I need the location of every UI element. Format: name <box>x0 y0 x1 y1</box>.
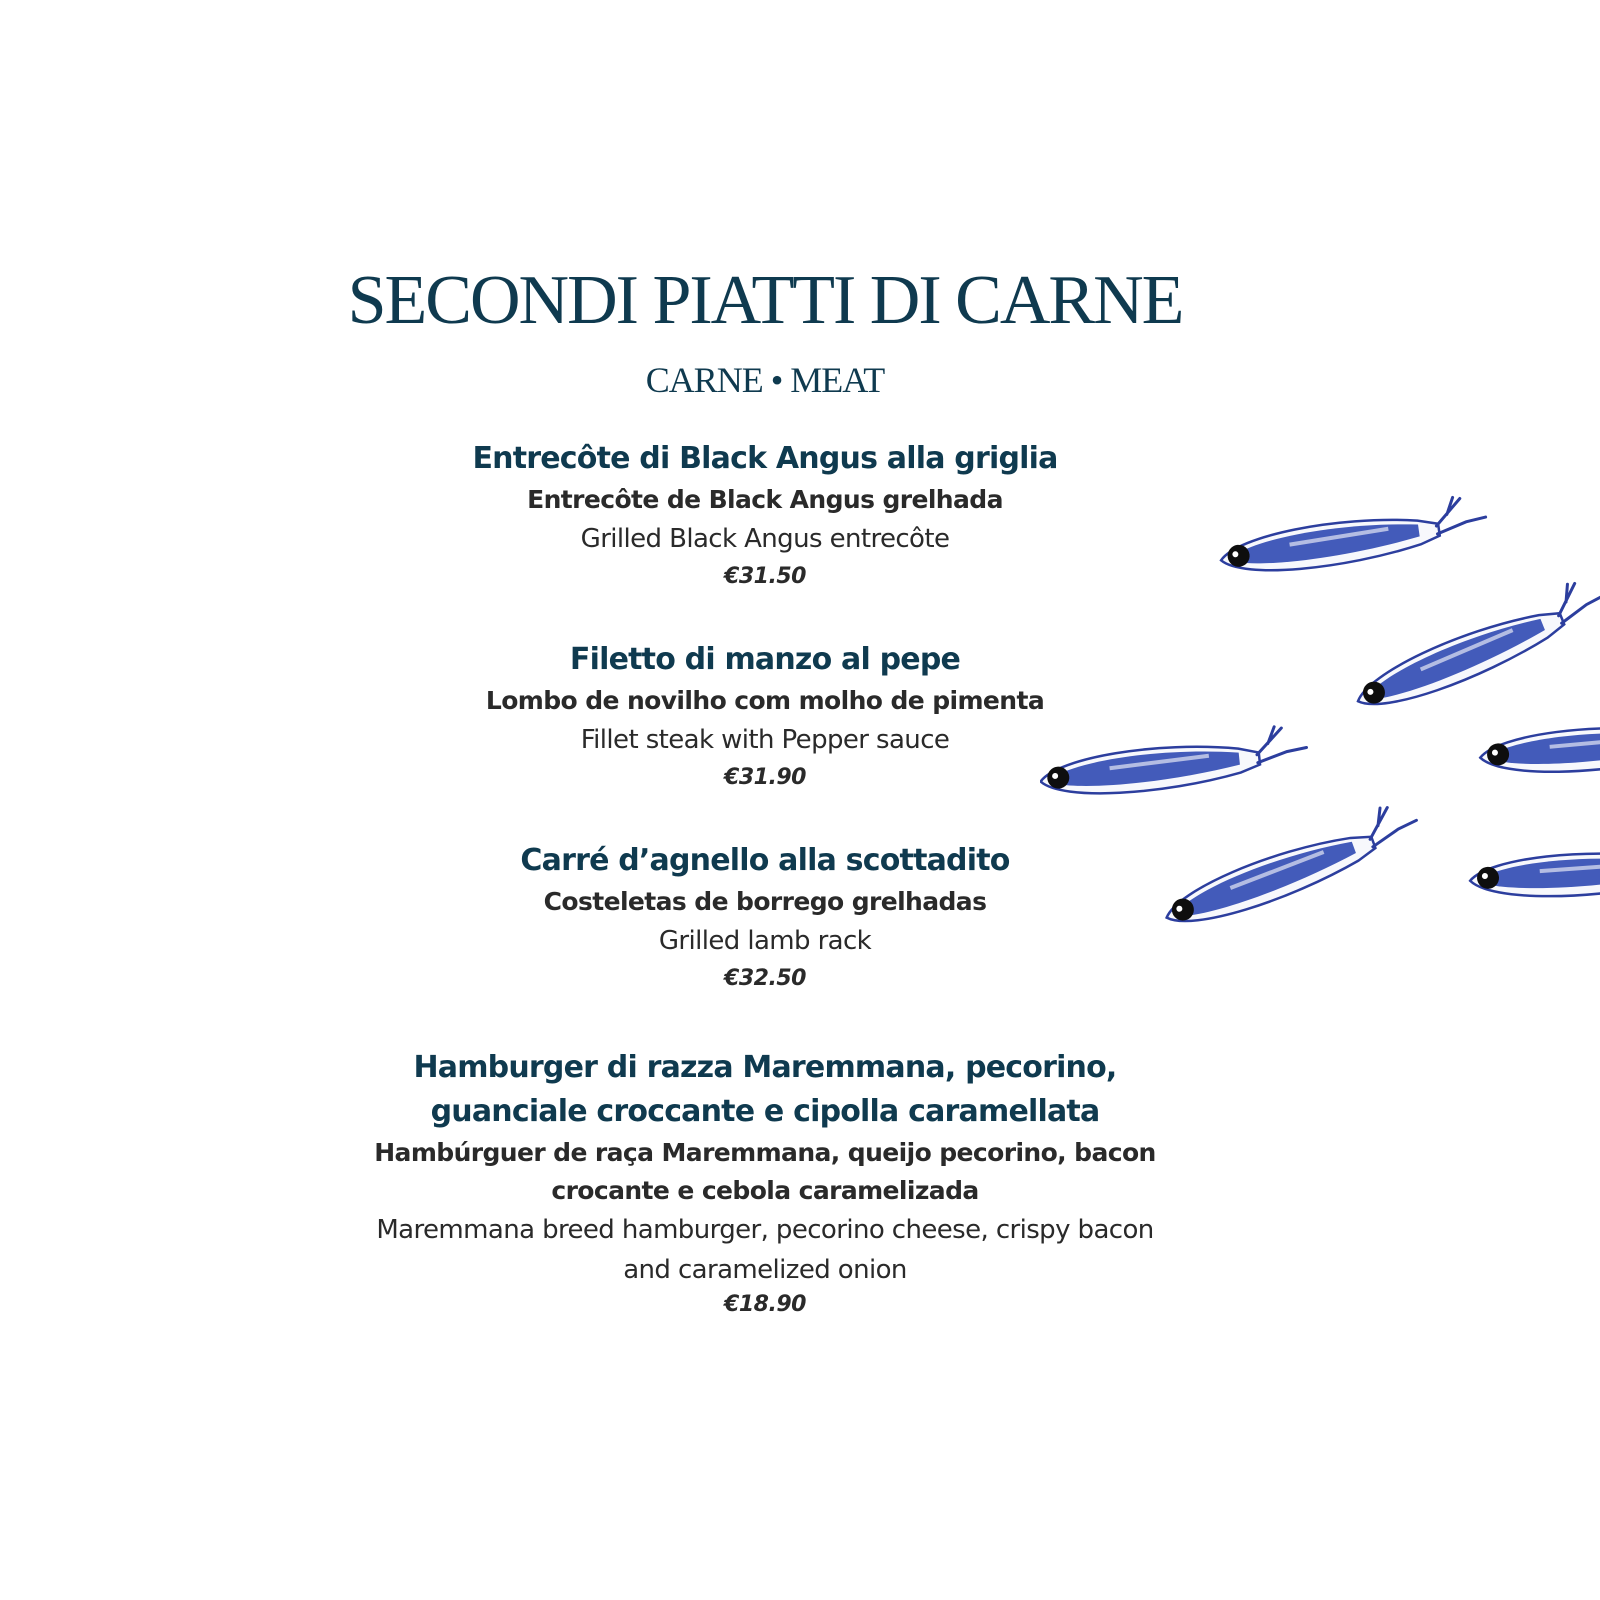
fish-icon <box>1469 837 1600 901</box>
dish-hamburger <box>0 1046 1530 1320</box>
dish-name-portuguese-line2: crocante e cebola caramelizada <box>551 1176 979 1205</box>
dish-price: €31.50 <box>724 564 806 589</box>
dish-name-portuguese: Costeletas de borrego grelhadas <box>543 887 987 916</box>
fish-icon <box>1478 709 1600 778</box>
dish-name-english: Grilled lamb rack <box>658 926 872 956</box>
dish-name-portuguese-line1: Hambúrguer de raça Maremmana, queijo pecorino, bacon <box>374 1138 1156 1167</box>
fish-icon <box>1347 573 1600 720</box>
dish-name-portuguese: Lombo de novilho com molho de pimenta <box>485 686 1045 715</box>
dish-name-italian: Entrecôte di Black Angus alla griglia <box>472 441 1058 476</box>
dish-name-italian: Filetto di manzo al pepe <box>569 642 961 677</box>
dish-name-italian: Carré d’agnello alla scottadito <box>520 843 1010 878</box>
dish-name-english-line2: and caramelized onion <box>623 1255 907 1285</box>
dish-name-english: Fillet steak with Pepper sauce <box>580 725 950 755</box>
fish-school-illustration <box>1040 480 1600 960</box>
menu-title: SECONDI PIATTI DI CARNE <box>347 262 1183 339</box>
dish-price: €32.50 <box>724 966 806 991</box>
dish-name-english-line1: Maremmana breed hamburger, pecorino cheese, crispy bacon <box>376 1215 1154 1245</box>
dish-name-italian-line1: Hamburger di razza Maremmana, pecorino, <box>413 1050 1117 1085</box>
dish-price: €18.90 <box>724 1292 806 1317</box>
dish-name-portuguese: Entrecôte de Black Angus grelhada <box>527 485 1003 514</box>
dish-price: €31.90 <box>724 765 806 790</box>
dish-name-english: Grilled Black Angus entrecôte <box>580 524 950 554</box>
fish-icon <box>1040 724 1309 802</box>
fish-icon <box>1156 798 1425 937</box>
fish-icon <box>1217 493 1489 580</box>
dish-name-italian-line2: guanciale croccante e cipolla caramellata <box>430 1094 1100 1129</box>
menu-subtitle: CARNE • MEAT <box>645 360 885 400</box>
